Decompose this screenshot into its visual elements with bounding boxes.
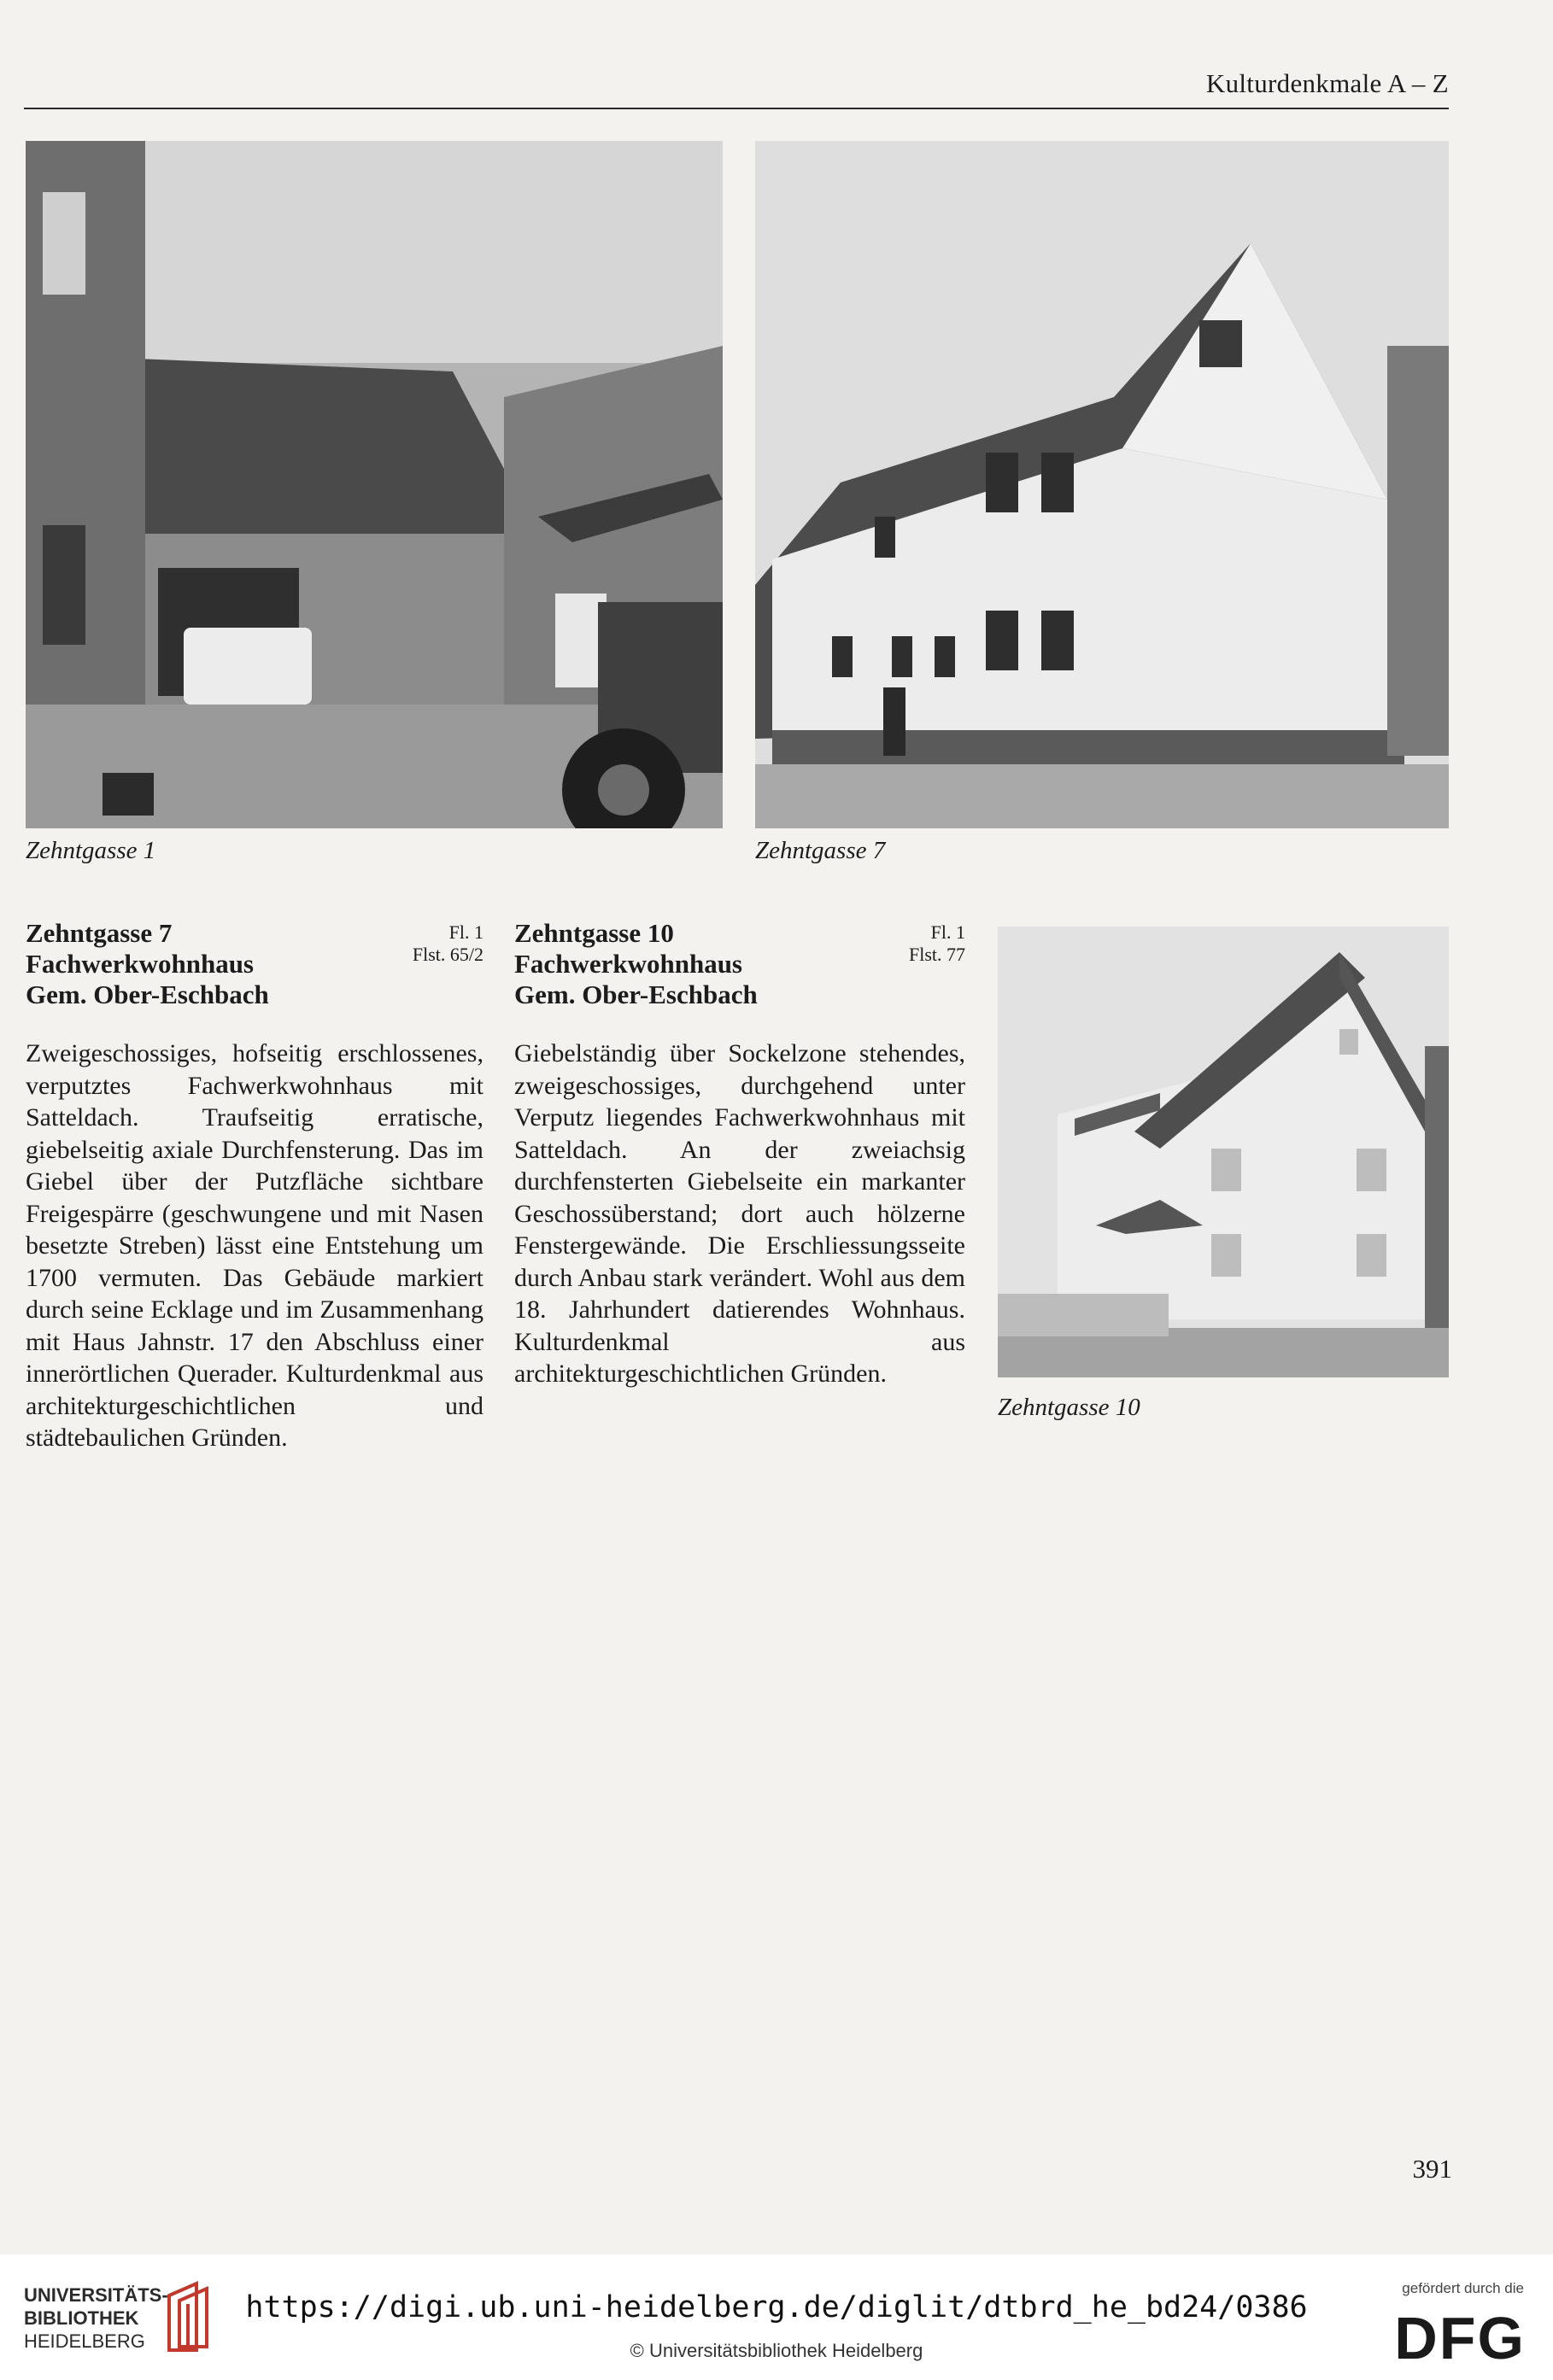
photo-caption-3: Zehntgasse 10 [998, 1394, 1140, 1421]
entry-parcel [413, 921, 483, 966]
entry-municipality: Gem. Ober-Eschbach [26, 979, 269, 1009]
entry-body: Giebelständig über Sockelzone stehendes, zweigeschossiges, durchgehend unter Verputz liegendes Fachwerkwohnhaus mit Satteldach. An der zweiachsig durchfensterten Giebelseite ein markanter Geschossüberstand; dort auch hölzerne Fenstergewände. Die Erschliessungsseite durch Anbau stark verändert. Wohl aus dem 18. Jahrhundert datierendes Wohnhaus. Kulturdenkmal aus architekturgeschichtlichen Gründen. [514, 1039, 965, 1388]
digitization-footer [0, 2254, 1553, 2380]
entry-heading [26, 918, 483, 1010]
library-name-line-1: UNIVERSITÄTS- [24, 2284, 168, 2306]
library-name-line-2: BIBLIOTHEK [24, 2307, 139, 2329]
entry-flur: Fl. 1 [930, 921, 965, 943]
source-url-link[interactable]: https://digi.ub.uni-heidelberg.de/diglit/dtbrd_he_bd24/0386 [245, 2290, 1308, 2324]
entry-address: Zehntgasse 10 [514, 918, 674, 948]
dfg-logo[interactable]: DFG [1394, 2305, 1526, 2371]
photo-zehntgasse-1 [26, 141, 723, 828]
running-head: Kulturdenkmale A – Z [1205, 68, 1449, 98]
entry-municipality: Gem. Ober-Eschbach [514, 979, 758, 1009]
photo-caption-1: Zehntgasse 1 [26, 837, 156, 864]
photo-caption-2: Zehntgasse 7 [755, 837, 886, 864]
entry-flurstueck: Flst. 65/2 [412, 944, 483, 965]
entry-parcel [909, 921, 965, 966]
photo-zehntgasse-10 [998, 927, 1449, 1377]
entry-heading [514, 918, 965, 1010]
entry-body: Zweigeschossiges, hofseitig erschlossenes, verputztes Fachwerkwohnhaus mit Satteldach. Traufseitig erratische, giebelseitig axiale Durchfensterung. Das im Giebel über der Putzfläche sichtbare Freigespärre (geschwungene und mit Nasen besetzte Streben) lässt eine Entstehung um 1700 vermuten. Das Gebäude markiert durch seine Ecklage und im Zusammenhang mit Haus Jahnstr. 17 den Abschluss einer innerörtlichen Querader. Kulturdenkmal aus architekturgeschichtlichen und städtebaulichen Gründen. [26, 1039, 483, 1452]
entry-flur: Fl. 1 [448, 921, 483, 943]
entry-zehntgasse-10 [514, 918, 965, 1390]
entry-type: Fachwerkwohnhaus [26, 949, 254, 979]
entry-flurstueck: Flst. 77 [908, 944, 965, 965]
entry-zehntgasse-7 [26, 918, 483, 1454]
entry-type: Fachwerkwohnhaus [514, 949, 742, 979]
page-number: 391 [1412, 2154, 1452, 2184]
photo-zehntgasse-7 [755, 141, 1449, 828]
library-name-line-3: HEIDELBERG [24, 2330, 145, 2352]
entry-address: Zehntgasse 7 [26, 918, 173, 948]
funding-note: gefördert durch die [1402, 2280, 1524, 2296]
header-rule [24, 108, 1449, 109]
copyright-notice: © Universitätsbibliothek Heidelberg [630, 2340, 923, 2361]
